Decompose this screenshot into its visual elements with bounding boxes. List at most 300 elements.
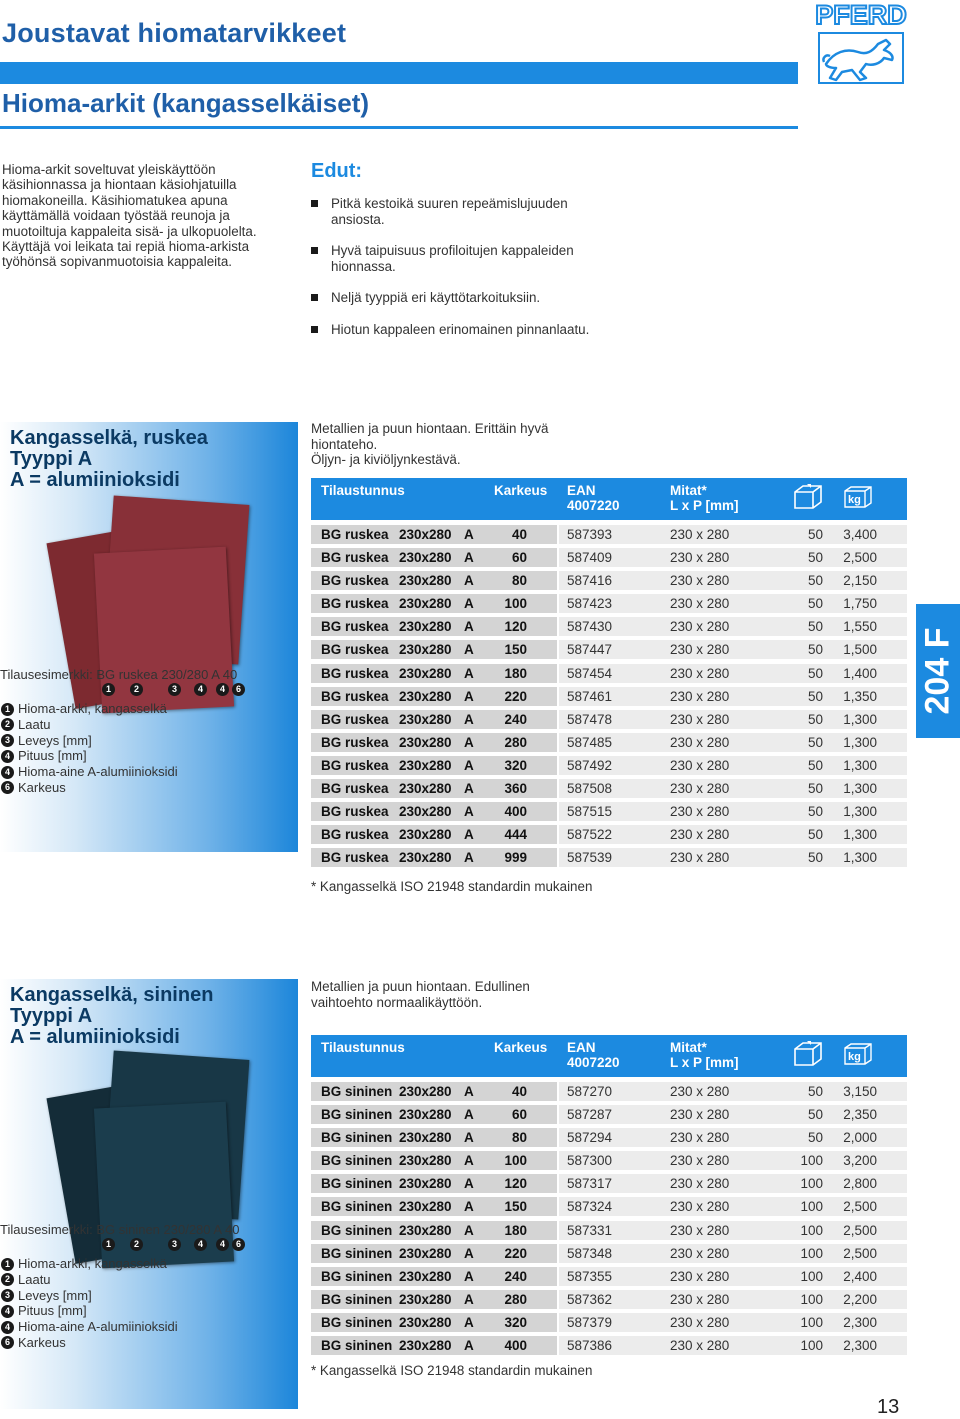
grit: 280: [504, 1291, 527, 1307]
pack-quantity: 100: [800, 1176, 823, 1192]
dimensions: 230 x 280: [670, 1130, 730, 1146]
table-row: [311, 523, 907, 546]
number-marker-icon: 4: [1, 750, 14, 763]
pack-quantity: 50: [807, 711, 823, 727]
dimensions: 230 x 280: [670, 1084, 730, 1099]
order-example-text: Tilausesimerkki: BG ruskea 230/280 A 40: [0, 667, 238, 682]
ean-code: 587492: [567, 757, 613, 773]
product-title: Kangasselkä, sininen Tyyppi A A = alumiinioksidi: [10, 984, 214, 1048]
pack-quantity: 50: [807, 619, 823, 635]
abrasive-type: A: [464, 711, 474, 727]
grit: 280: [504, 734, 527, 750]
order-code-cell: [311, 825, 557, 844]
table-row: [311, 1288, 907, 1311]
advantage-item: Hyvä taipuisuus profiloitujen kappaleiden hionnassa.: [311, 243, 611, 274]
grit: 320: [504, 757, 527, 773]
weight: 1,300: [843, 711, 877, 727]
size: 230x280: [399, 757, 452, 773]
product-name: BG ruskea: [321, 688, 389, 704]
grit: 80: [511, 573, 527, 589]
page-category-title: Joustavat hiomatarvikkeet: [2, 18, 347, 48]
weight: 1,300: [843, 827, 877, 843]
ean-code: 587416: [567, 573, 613, 589]
marker-1-icon: 1: [102, 683, 115, 696]
size: 230x280: [399, 1338, 452, 1354]
product-details-cell: [559, 1267, 907, 1286]
legend-item: 4 Pituus [mm]: [0, 748, 296, 764]
pack-quantity: 50: [807, 850, 823, 866]
table-footnote: * Kangasselkä ISO 21948 standardin mukainen: [311, 879, 593, 894]
product-name: BG sininen: [321, 1314, 393, 1330]
order-example-text: Tilausesimerkki: BG sininen 230/280 A 40: [0, 1222, 240, 1237]
marker-3-icon: 3: [168, 683, 181, 696]
grit: 240: [504, 1268, 527, 1284]
order-code-cell: [311, 1151, 557, 1170]
ean-code: 587515: [567, 804, 613, 820]
product-details-cell: [559, 548, 907, 567]
size: 230x280: [399, 850, 452, 866]
legend-item: 1 Hioma-arkki, kangasselkä: [0, 701, 296, 717]
product-name: BG sininen: [321, 1222, 393, 1238]
table-row: [311, 569, 907, 592]
number-marker-icon: 1: [1, 1258, 14, 1271]
abrasive-type: A: [464, 665, 474, 681]
product-details-cell: [559, 1197, 907, 1216]
page-title: Hioma-arkit (kangasselkäiset): [2, 88, 370, 118]
header-underline: [0, 126, 798, 129]
legend-item: 4 Hioma-aine A-alumiinioksidi: [0, 764, 296, 780]
advantage-item: Pitkä kestoikä suuren repeämislujuuden ansiosta.: [311, 196, 611, 227]
ean-code: 587423: [567, 596, 613, 612]
marker-6-icon: 6: [232, 683, 245, 696]
ean-code: 587294: [567, 1130, 613, 1146]
grit: 400: [504, 1338, 527, 1354]
ean-code: 587331: [567, 1222, 613, 1238]
order-code-cell: [311, 525, 557, 544]
col-ean: EAN 4007220: [567, 483, 620, 513]
table-row: [311, 1103, 907, 1126]
weight: 1,500: [843, 642, 877, 658]
ean-code: 587522: [567, 827, 613, 843]
abrasive-type: A: [464, 550, 474, 566]
ean-code: 587393: [567, 527, 613, 542]
size: 230x280: [399, 1130, 452, 1146]
package-box-icon: [793, 483, 823, 514]
pack-quantity: 50: [807, 550, 823, 566]
table-row: [311, 800, 907, 823]
abrasive-type: A: [464, 1291, 474, 1307]
product-table-brown: [311, 523, 907, 869]
order-code-cell: [311, 1267, 557, 1286]
product-details-cell: [559, 1128, 907, 1147]
product-details-cell: [559, 779, 907, 798]
order-code-cell: [311, 617, 557, 636]
marker-2-icon: 2: [130, 1238, 143, 1251]
pack-quantity: 50: [807, 665, 823, 681]
product-details-cell: [559, 571, 907, 590]
dimensions: 230 x 280: [670, 757, 730, 773]
weight: 1,300: [843, 850, 877, 866]
abrasive-type: A: [464, 1338, 474, 1354]
col-ean: EAN 4007220: [567, 1040, 620, 1070]
number-marker-icon: 3: [1, 1289, 14, 1302]
order-code-cell: [311, 802, 557, 821]
logo-text: PFERD: [815, 0, 907, 30]
grit: 400: [504, 804, 527, 820]
product-name: BG sininen: [321, 1199, 393, 1215]
size: 230x280: [399, 1153, 452, 1169]
product-name: BG ruskea: [321, 711, 389, 727]
size: 230x280: [399, 1107, 452, 1123]
ean-code: 587317: [567, 1176, 613, 1192]
order-code-cell: [311, 848, 557, 867]
col-grit: Karkeus: [494, 1040, 548, 1055]
abrasive-type: A: [464, 850, 474, 866]
table-row: [311, 1219, 907, 1242]
abrasive-type: A: [464, 734, 474, 750]
ean-code: 587355: [567, 1268, 613, 1284]
abrasive-type: A: [464, 619, 474, 635]
ean-code: 587461: [567, 688, 613, 704]
ean-code: 587430: [567, 619, 613, 635]
product-details-cell: [559, 1151, 907, 1170]
number-marker-icon: 6: [1, 1336, 14, 1349]
weight: 1,400: [843, 665, 877, 681]
legend-item: 6 Karkeus: [0, 1335, 296, 1351]
legend-item: 1 Hioma-arkki, kangasselkä: [0, 1256, 296, 1272]
grit: 220: [504, 1245, 527, 1261]
dimensions: 230 x 280: [670, 827, 730, 843]
ean-code: 587454: [567, 665, 613, 681]
product-name: BG sininen: [321, 1176, 393, 1192]
product-name: BG ruskea: [321, 804, 389, 820]
number-marker-icon: 4: [1, 1305, 14, 1318]
product-details-cell: [559, 825, 907, 844]
weight-kg-icon: [843, 1042, 873, 1071]
abrasive-type: A: [464, 573, 474, 589]
table-row: [311, 846, 907, 869]
abrasive-type: A: [464, 596, 474, 612]
dimensions: 230 x 280: [670, 1107, 730, 1123]
table-row: [311, 1172, 907, 1195]
grit: 150: [504, 642, 527, 658]
order-code-cell: [311, 1244, 557, 1263]
catalog-section-label: 204 F: [918, 627, 957, 715]
grit: 180: [504, 665, 527, 681]
size: 230x280: [399, 1199, 452, 1215]
product-details-cell: [559, 687, 907, 706]
pack-quantity: 100: [800, 1291, 823, 1307]
pack-quantity: 50: [807, 781, 823, 797]
col-grit: Karkeus: [494, 483, 548, 498]
grit: 320: [504, 1314, 527, 1330]
size: 230x280: [399, 1268, 452, 1284]
order-code-cell: [311, 1221, 557, 1240]
pack-quantity: 100: [800, 1338, 823, 1354]
order-code-cell: [311, 1105, 557, 1124]
intro-text: Hioma-arkit soveltuvat yleiskäyttöön käsihionnassa ja hiontaan käsiohjatuilla hiomakoneilla. Käsihiomatukea apuna käyttämällä voidaan työstää reunoja ja muotoiltuja kappaleita sisä- ja ulkopuolelta. Käyttäjä voi leikata tai repiä hioma-arkista työhönsä sopivanmuotoisia kappaleita.: [2, 162, 257, 270]
weight: 2,350: [843, 1107, 877, 1123]
pack-quantity: 50: [807, 1084, 823, 1099]
table-row: [311, 1311, 907, 1334]
pack-quantity: 50: [807, 688, 823, 704]
dimensions: 230 x 280: [670, 850, 730, 866]
size: 230x280: [399, 573, 452, 589]
abrasive-type: A: [464, 527, 474, 542]
ean-code: 587409: [567, 550, 613, 566]
weight: 2,400: [843, 1268, 877, 1284]
dimensions: 230 x 280: [670, 665, 730, 681]
abrasive-type: A: [464, 1107, 474, 1123]
table-row: [311, 662, 907, 685]
order-code-cell: [311, 733, 557, 752]
abrasive-type: A: [464, 1176, 474, 1192]
ean-code: 587379: [567, 1314, 613, 1330]
col-dimensions: Mitat* L x P [mm]: [670, 1040, 739, 1070]
legend-item: 6 Karkeus: [0, 780, 296, 796]
marker-6-icon: 6: [232, 1238, 245, 1251]
table-row: [311, 1242, 907, 1265]
grit: 180: [504, 1222, 527, 1238]
table-row: [311, 1195, 907, 1218]
catalog-section-tab: [916, 604, 960, 738]
product-details-cell: [559, 1105, 907, 1124]
size: 230x280: [399, 781, 452, 797]
product-details-cell: [559, 756, 907, 775]
product-details-cell: [559, 1244, 907, 1263]
product-name: BG ruskea: [321, 527, 389, 542]
ean-code: 587485: [567, 734, 613, 750]
size: 230x280: [399, 1222, 452, 1238]
grit: 60: [511, 550, 527, 566]
size: 230x280: [399, 1291, 452, 1307]
table-row: [311, 685, 907, 708]
pack-quantity: 50: [807, 1107, 823, 1123]
number-marker-icon: 2: [1, 1273, 14, 1286]
size: 230x280: [399, 550, 452, 566]
weight: 2,300: [843, 1338, 877, 1354]
dimensions: 230 x 280: [670, 1153, 730, 1169]
product-name: BG ruskea: [321, 734, 389, 750]
product-details-cell: [559, 733, 907, 752]
pack-quantity: 100: [800, 1153, 823, 1169]
size: 230x280: [399, 619, 452, 635]
order-code-cell: [311, 1082, 557, 1101]
pack-quantity: 50: [807, 734, 823, 750]
square-bullet-icon: [311, 247, 318, 254]
pack-quantity: 100: [800, 1245, 823, 1261]
size: 230x280: [399, 688, 452, 704]
product-name: BG ruskea: [321, 850, 389, 866]
product-name: BG ruskea: [321, 665, 389, 681]
advantage-item: Neljä tyyppiä eri käyttötarkoituksiin.: [311, 290, 611, 306]
size: 230x280: [399, 527, 452, 542]
order-example-markers: [0, 1238, 296, 1256]
size: 230x280: [399, 711, 452, 727]
pack-quantity: 100: [800, 1314, 823, 1330]
pack-quantity: 50: [807, 757, 823, 773]
dimensions: 230 x 280: [670, 596, 730, 612]
abrasive-type: A: [464, 1199, 474, 1215]
table-row: [311, 1334, 907, 1357]
table-row: [311, 777, 907, 800]
grit: 444: [504, 827, 527, 843]
product-details-cell: [559, 1174, 907, 1193]
marker-1-icon: 1: [102, 1238, 115, 1251]
advantages-list: [311, 196, 611, 353]
legend-item: 4 Pituus [mm]: [0, 1303, 296, 1319]
size: 230x280: [399, 596, 452, 612]
order-code-cell: [311, 1313, 557, 1332]
dimensions: 230 x 280: [670, 1291, 730, 1307]
table-row: [311, 1080, 907, 1103]
pack-quantity: 100: [800, 1268, 823, 1284]
grit: 220: [504, 688, 527, 704]
grit: 100: [504, 596, 527, 612]
table-row: [311, 1149, 907, 1172]
product-name: BG ruskea: [321, 596, 389, 612]
table-row: [311, 546, 907, 569]
table-header: [311, 478, 907, 520]
ean-code: 587508: [567, 781, 613, 797]
product-name: BG sininen: [321, 1084, 393, 1099]
weight: 1,300: [843, 804, 877, 820]
table-row: [311, 1265, 907, 1288]
ean-code: 587300: [567, 1153, 613, 1169]
grit: 999: [504, 850, 527, 866]
table-row: [311, 823, 907, 846]
product-name: BG ruskea: [321, 573, 389, 589]
product-name: BG ruskea: [321, 642, 389, 658]
order-code-cell: [311, 594, 557, 613]
abrasive-type: A: [464, 1153, 474, 1169]
order-code-cell: [311, 756, 557, 775]
product-name: BG sininen: [321, 1291, 393, 1307]
table-row: [311, 754, 907, 777]
dimensions: 230 x 280: [670, 550, 730, 566]
weight: 2,500: [843, 1245, 877, 1261]
table-row: [311, 638, 907, 661]
pferd-logo: [814, 2, 908, 86]
number-marker-icon: 4: [1, 1321, 14, 1334]
weight-kg-icon: [843, 485, 873, 514]
weight: 3,200: [843, 1153, 877, 1169]
marker-3-icon: 3: [168, 1238, 181, 1251]
product-name: BG sininen: [321, 1268, 393, 1284]
pack-quantity: 50: [807, 596, 823, 612]
svg-text:kg: kg: [848, 1051, 861, 1063]
legend-item: 3 Leveys [mm]: [0, 1288, 296, 1304]
pack-quantity: 100: [800, 1222, 823, 1238]
dimensions: 230 x 280: [670, 1268, 730, 1284]
weight: 1,300: [843, 781, 877, 797]
weight: 1,300: [843, 757, 877, 773]
marker-5-icon: 4: [216, 683, 229, 696]
product-description: Metallien ja puun hiontaan. Erittäin hyvä hiontateho. Öljyn- ja kiviöljynkestävä.: [311, 421, 549, 467]
order-code-cell: [311, 1290, 557, 1309]
col-order-code: Tilaustunnus: [321, 1040, 405, 1055]
pack-quantity: 50: [807, 827, 823, 843]
horse-logo-icon: [818, 32, 904, 84]
abrasive-type: A: [464, 688, 474, 704]
advantage-item: Hiotun kappaleen erinomainen pinnanlaatu.: [311, 322, 611, 338]
grit: 80: [511, 1130, 527, 1146]
order-code-cell: [311, 640, 557, 659]
product-details-cell: [559, 1221, 907, 1240]
size: 230x280: [399, 665, 452, 681]
dimensions: 230 x 280: [670, 1176, 730, 1192]
order-code-cell: [311, 1197, 557, 1216]
weight: 2,200: [843, 1291, 877, 1307]
grit: 360: [504, 781, 527, 797]
pack-quantity: 50: [807, 527, 823, 542]
pack-quantity: 100: [800, 1199, 823, 1215]
abrasive-type: A: [464, 1314, 474, 1330]
table-row: [311, 708, 907, 731]
size: 230x280: [399, 734, 452, 750]
weight: 1,750: [843, 596, 877, 612]
dimensions: 230 x 280: [670, 711, 730, 727]
marker-4-icon: 4: [194, 1238, 207, 1251]
svg-text:kg: kg: [848, 494, 861, 506]
order-example-markers: [0, 683, 296, 701]
order-example: [0, 666, 296, 796]
product-name: BG ruskea: [321, 757, 389, 773]
ean-code: 587287: [567, 1107, 613, 1123]
table-row: [311, 592, 907, 615]
pack-quantity: 50: [807, 573, 823, 589]
product-details-cell: [559, 1082, 907, 1101]
weight: 1,550: [843, 619, 877, 635]
size: 230x280: [399, 827, 452, 843]
dimensions: 230 x 280: [670, 804, 730, 820]
ean-code: 587362: [567, 1291, 613, 1307]
size: 230x280: [399, 1245, 452, 1261]
ean-code: 587539: [567, 850, 613, 866]
page-number: 13: [877, 1396, 900, 1418]
ean-code: 587447: [567, 642, 613, 658]
product-name: BG ruskea: [321, 619, 389, 635]
abrasive-type: A: [464, 804, 474, 820]
grit: 40: [511, 527, 527, 542]
grit: 150: [504, 1199, 527, 1215]
weight: 2,150: [843, 573, 877, 589]
dimensions: 230 x 280: [670, 619, 730, 635]
abrasive-type: A: [464, 1245, 474, 1261]
grit: 240: [504, 711, 527, 727]
product-table-blue: [311, 1080, 907, 1357]
size: 230x280: [399, 1314, 452, 1330]
weight: 3,400: [843, 527, 877, 542]
ean-code: 587324: [567, 1199, 613, 1215]
product-details-cell: [559, 640, 907, 659]
order-code-cell: [311, 687, 557, 706]
size: 230x280: [399, 642, 452, 658]
ean-code: 587348: [567, 1245, 613, 1261]
dimensions: 230 x 280: [670, 1338, 730, 1354]
package-box-icon: [793, 1040, 823, 1071]
marker-5-icon: 4: [216, 1238, 229, 1251]
weight: 1,300: [843, 734, 877, 750]
dimensions: 230 x 280: [670, 734, 730, 750]
weight: 2,300: [843, 1314, 877, 1330]
dimensions: 230 x 280: [670, 1314, 730, 1330]
order-code-cell: [311, 548, 557, 567]
order-code-cell: [311, 1128, 557, 1147]
grit: 120: [504, 619, 527, 635]
weight: 2,800: [843, 1176, 877, 1192]
order-code-cell: [311, 779, 557, 798]
